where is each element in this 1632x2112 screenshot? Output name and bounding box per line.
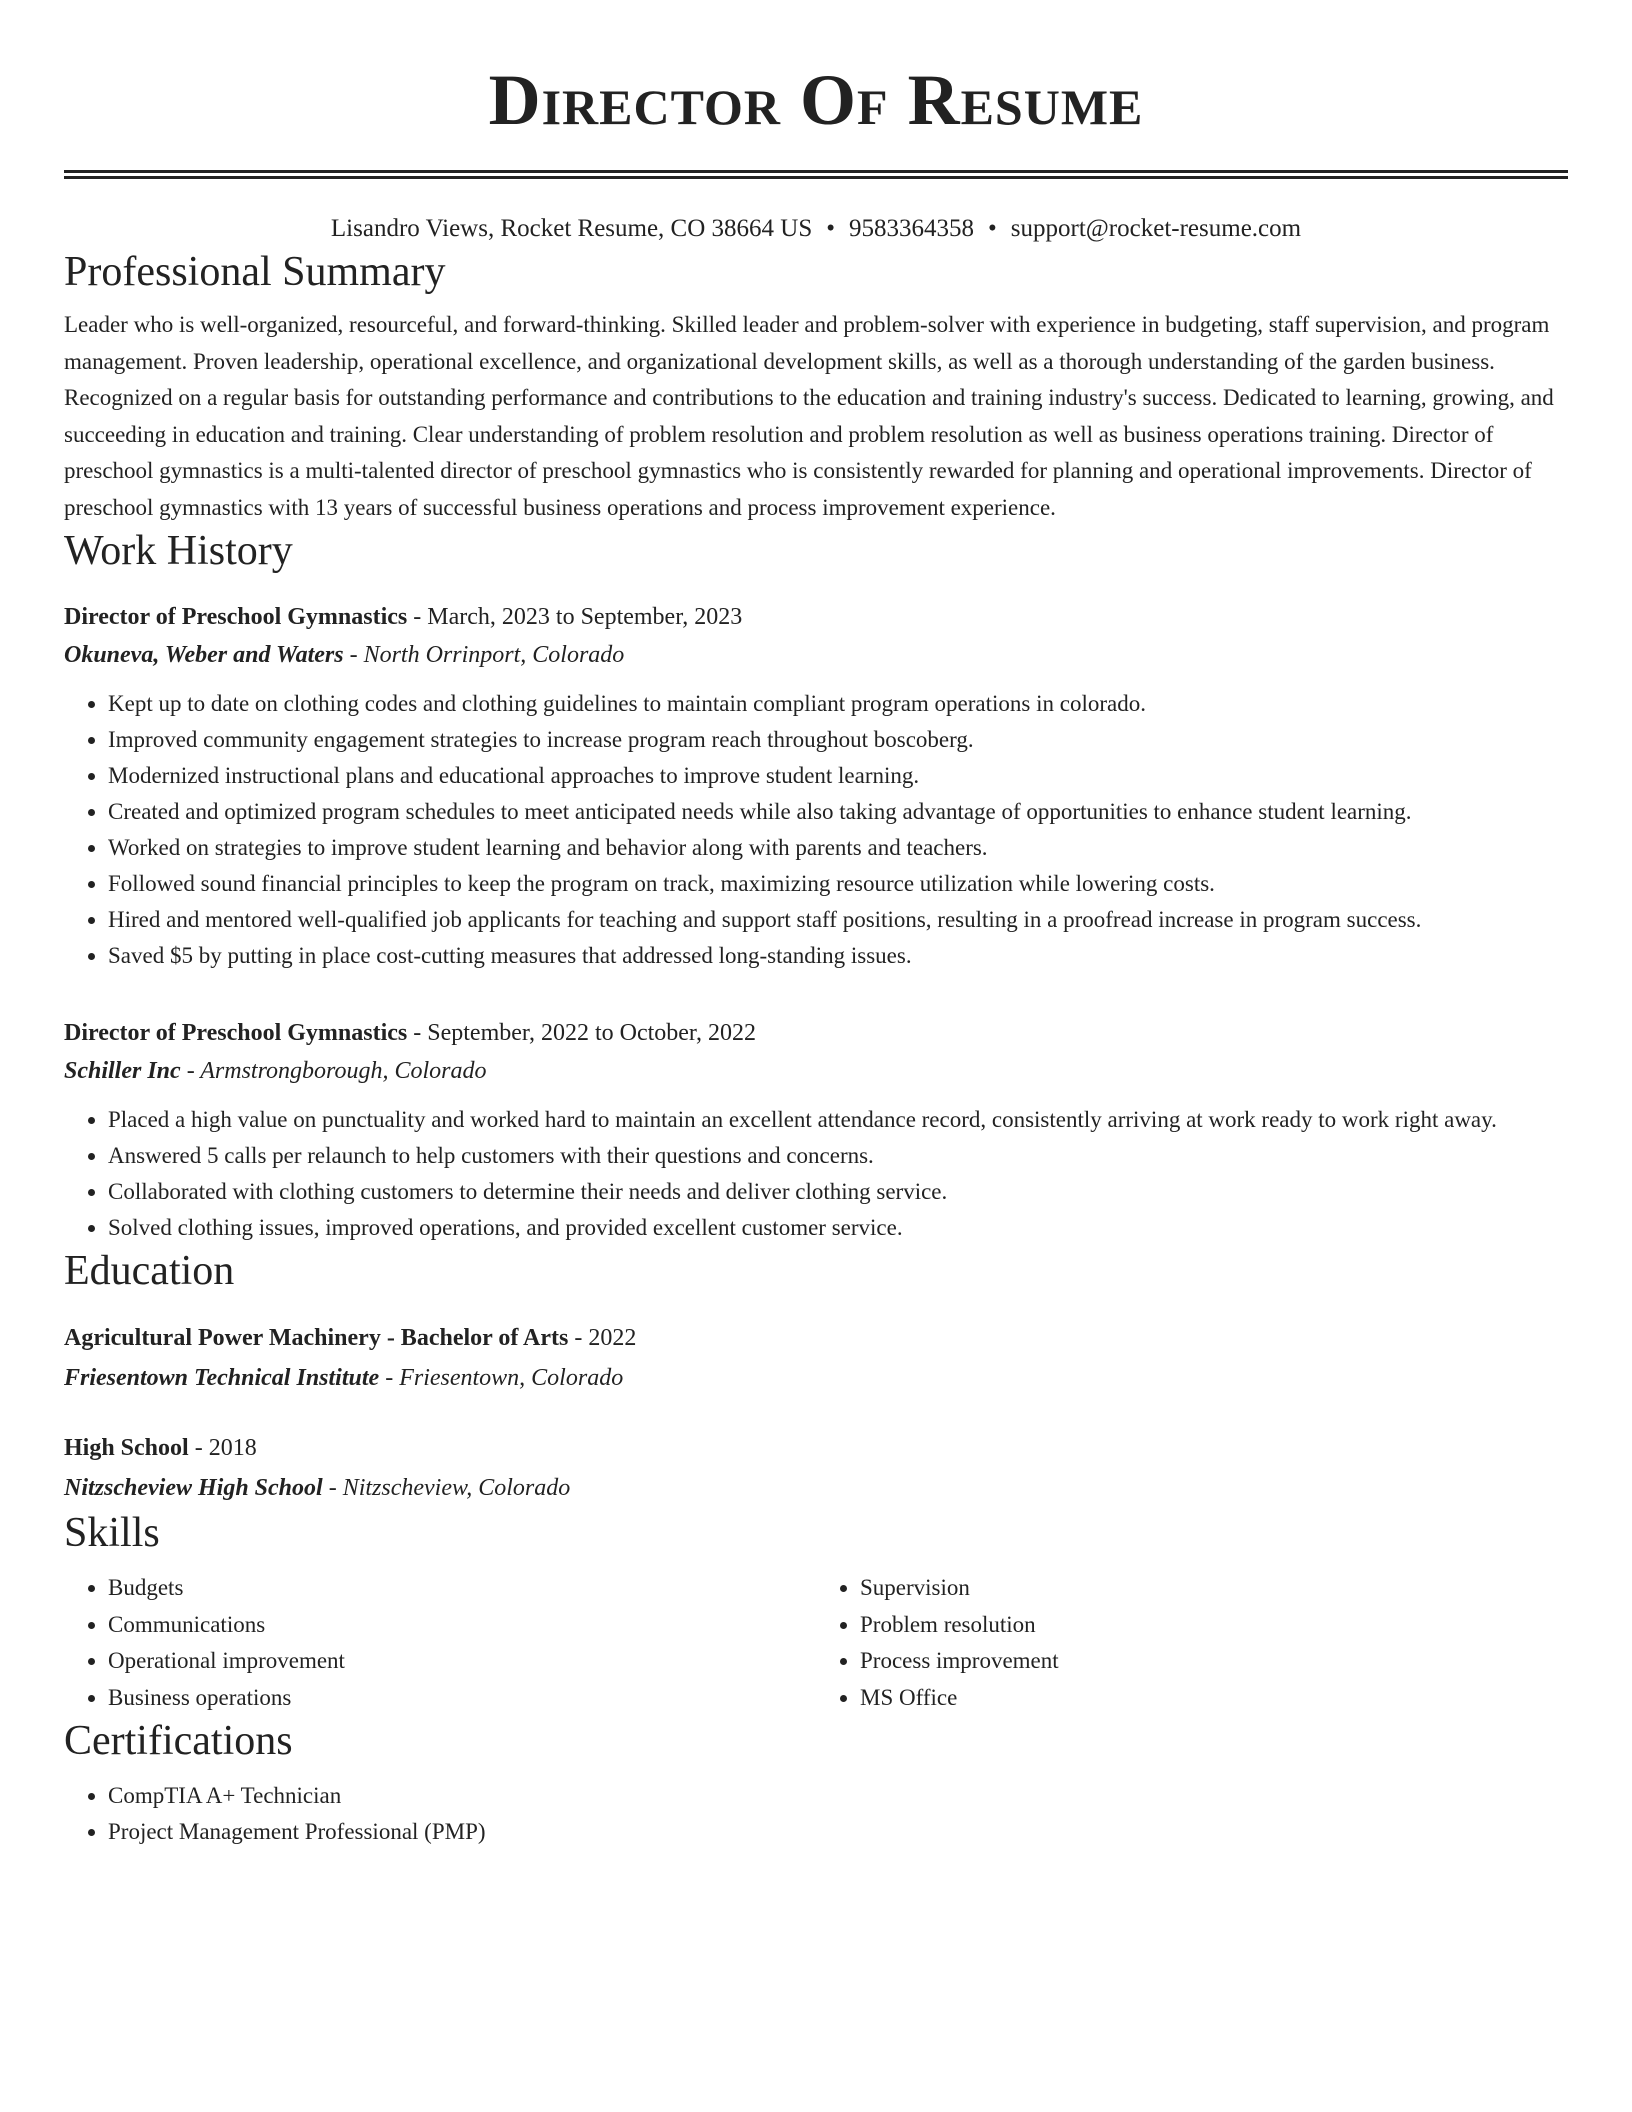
job-bullet: • Created and optimized program schedules to meet anticipated needs while also taking advantage of opportunities to enhance student learning.	[108, 794, 1568, 830]
job-title: Director of Preschool Gymnastics	[64, 604, 408, 630]
summary-text: Leader who is well-organized, resourceful, and forward-thinking. Skilled leader and problem-solver with experience in budgeting, staff supervision, and program management. Proven leadership, operational excellence, and organizational development skills, as well as a thorough understanding of the garden business. Recognized on a regular basis for outstanding performance and contributions to the education and training industry's success. Dedicated to learning, growing, and succeeding in education and training. Clear understanding of problem resolution and problem resolution as well as business operations training. Director of preschool gymnastics is a multi-talented director of preschool gymnastics who is consistently rewarded for planning and operational improvements. Director of preschool gymnastics with 13 years of successful business operations and process improvement experience.	[64, 312, 1554, 520]
skills-heading: Skills	[64, 1510, 160, 1556]
skills-grid	[64, 1570, 1568, 1716]
skill-item: • Business operations	[108, 1680, 816, 1717]
work-history-heading: Work History	[64, 528, 293, 574]
skill-item: • Process improvement	[860, 1643, 1568, 1680]
job-bullet: • Worked on strategies to improve student learning and behavior along with parents and teachers.	[108, 830, 1568, 866]
contact-phone: 9583364358	[849, 215, 975, 242]
certifications-heading: Certifications	[64, 1718, 293, 1764]
skills-column-left	[64, 1570, 816, 1716]
job-bullet: • Improved community engagement strategies to increase program reach throughout boscoberg.	[108, 722, 1568, 758]
job-entry	[64, 598, 1568, 974]
company-line	[64, 636, 1568, 674]
contact-separator: •	[988, 215, 997, 242]
dash: -	[322, 1475, 343, 1501]
title-divider	[64, 170, 1568, 179]
resume-title: Director Of Resume	[488, 60, 1144, 140]
job-title: Director of Preschool Gymnastics	[64, 1020, 408, 1046]
dash: -	[180, 1058, 201, 1084]
job-bullet: • Saved $5 by putting in place cost-cutting measures that addressed long-standing issues.	[108, 938, 1568, 974]
job-bullet: • Modernized instructional plans and educational approaches to improve student learning.	[108, 758, 1568, 794]
dash: -	[568, 1325, 589, 1351]
job-bullet: • Collaborated with clothing customers to determine their needs and deliver clothing service.	[108, 1174, 1568, 1210]
degree-name: High School	[64, 1435, 189, 1461]
skill-item: • Communications	[108, 1607, 816, 1644]
dash: -	[343, 642, 364, 668]
dash: -	[407, 1020, 428, 1046]
education-entry	[64, 1318, 1568, 1398]
job-bullet: • Answered 5 calls per relaunch to help customers with their questions and concerns.	[108, 1138, 1568, 1174]
skill-item: • Operational improvement	[108, 1643, 816, 1680]
school-name: Friesentown Technical Institute	[64, 1365, 380, 1391]
contact-separator: •	[826, 215, 836, 242]
company-location: North Orrinport, Colorado	[363, 642, 625, 668]
school-line	[64, 1358, 1568, 1398]
company-location: Armstrongborough, Colorado	[200, 1058, 487, 1084]
degree-line	[64, 1428, 1568, 1468]
job-bullet: • Followed sound financial principles to keep the program on track, maximizing resource utilization while lowering costs.	[108, 866, 1568, 902]
school-location: Nitzscheview, Colorado	[342, 1475, 571, 1501]
job-entry	[64, 1014, 1568, 1246]
dash: -	[188, 1435, 209, 1461]
summary-heading: Professional Summary	[64, 249, 446, 295]
contact-line	[64, 211, 1568, 247]
company-name: Schiller Inc	[64, 1058, 181, 1084]
job-title-line	[64, 598, 1568, 636]
education-entry	[64, 1428, 1568, 1508]
skills-column-right	[816, 1570, 1568, 1716]
job-dates: September, 2022 to October, 2022	[427, 1020, 756, 1046]
degree-line	[64, 1318, 1568, 1358]
education-heading: Education	[64, 1248, 235, 1294]
contact-email: support@rocket-resume.com	[1010, 215, 1302, 242]
degree-year: 2018	[208, 1435, 257, 1461]
job-bullets	[64, 1102, 1568, 1246]
job-bullet: • Hired and mentored well-qualified job applicants for teaching and support staff positions, resulting in a proofread increase in program success.	[108, 902, 1568, 938]
degree-name: Agricultural Power Machinery - Bachelor of Arts	[64, 1325, 569, 1351]
job-bullet: • Solved clothing issues, improved operations, and provided excellent customer service.	[108, 1210, 1568, 1246]
contact-address: Lisandro Views, Rocket Resume, CO 38664 US	[330, 215, 813, 242]
skill-item: • MS Office	[860, 1680, 1568, 1717]
skill-item: • Budgets	[108, 1570, 816, 1607]
school-line	[64, 1468, 1568, 1508]
job-bullet: • Placed a high value on punctuality and worked hard to maintain an excellent attendance record, consistently arriving at work ready to work right away.	[108, 1102, 1568, 1138]
skill-item: • Supervision	[860, 1570, 1568, 1607]
job-bullet: • Kept up to date on clothing codes and clothing guidelines to maintain compliant program operations in colorado.	[108, 686, 1568, 722]
certifications-list	[64, 1778, 1568, 1850]
school-location: Friesentown, Colorado	[399, 1365, 624, 1391]
dash: -	[407, 604, 428, 630]
dash: -	[379, 1365, 400, 1391]
degree-year: 2022	[588, 1325, 637, 1351]
job-dates: March, 2023 to September, 2023	[427, 604, 743, 630]
company-name: Okuneva, Weber and Waters	[64, 642, 344, 668]
skill-item: • Problem resolution	[860, 1607, 1568, 1644]
certification-item: • CompTIA A+ Technician	[108, 1778, 1568, 1814]
job-title-line	[64, 1014, 1568, 1052]
school-name: Nitzscheview High School	[64, 1475, 323, 1501]
job-bullets	[64, 686, 1568, 974]
company-line	[64, 1052, 1568, 1090]
certification-item: • Project Management Professional (PMP)	[108, 1814, 1568, 1850]
